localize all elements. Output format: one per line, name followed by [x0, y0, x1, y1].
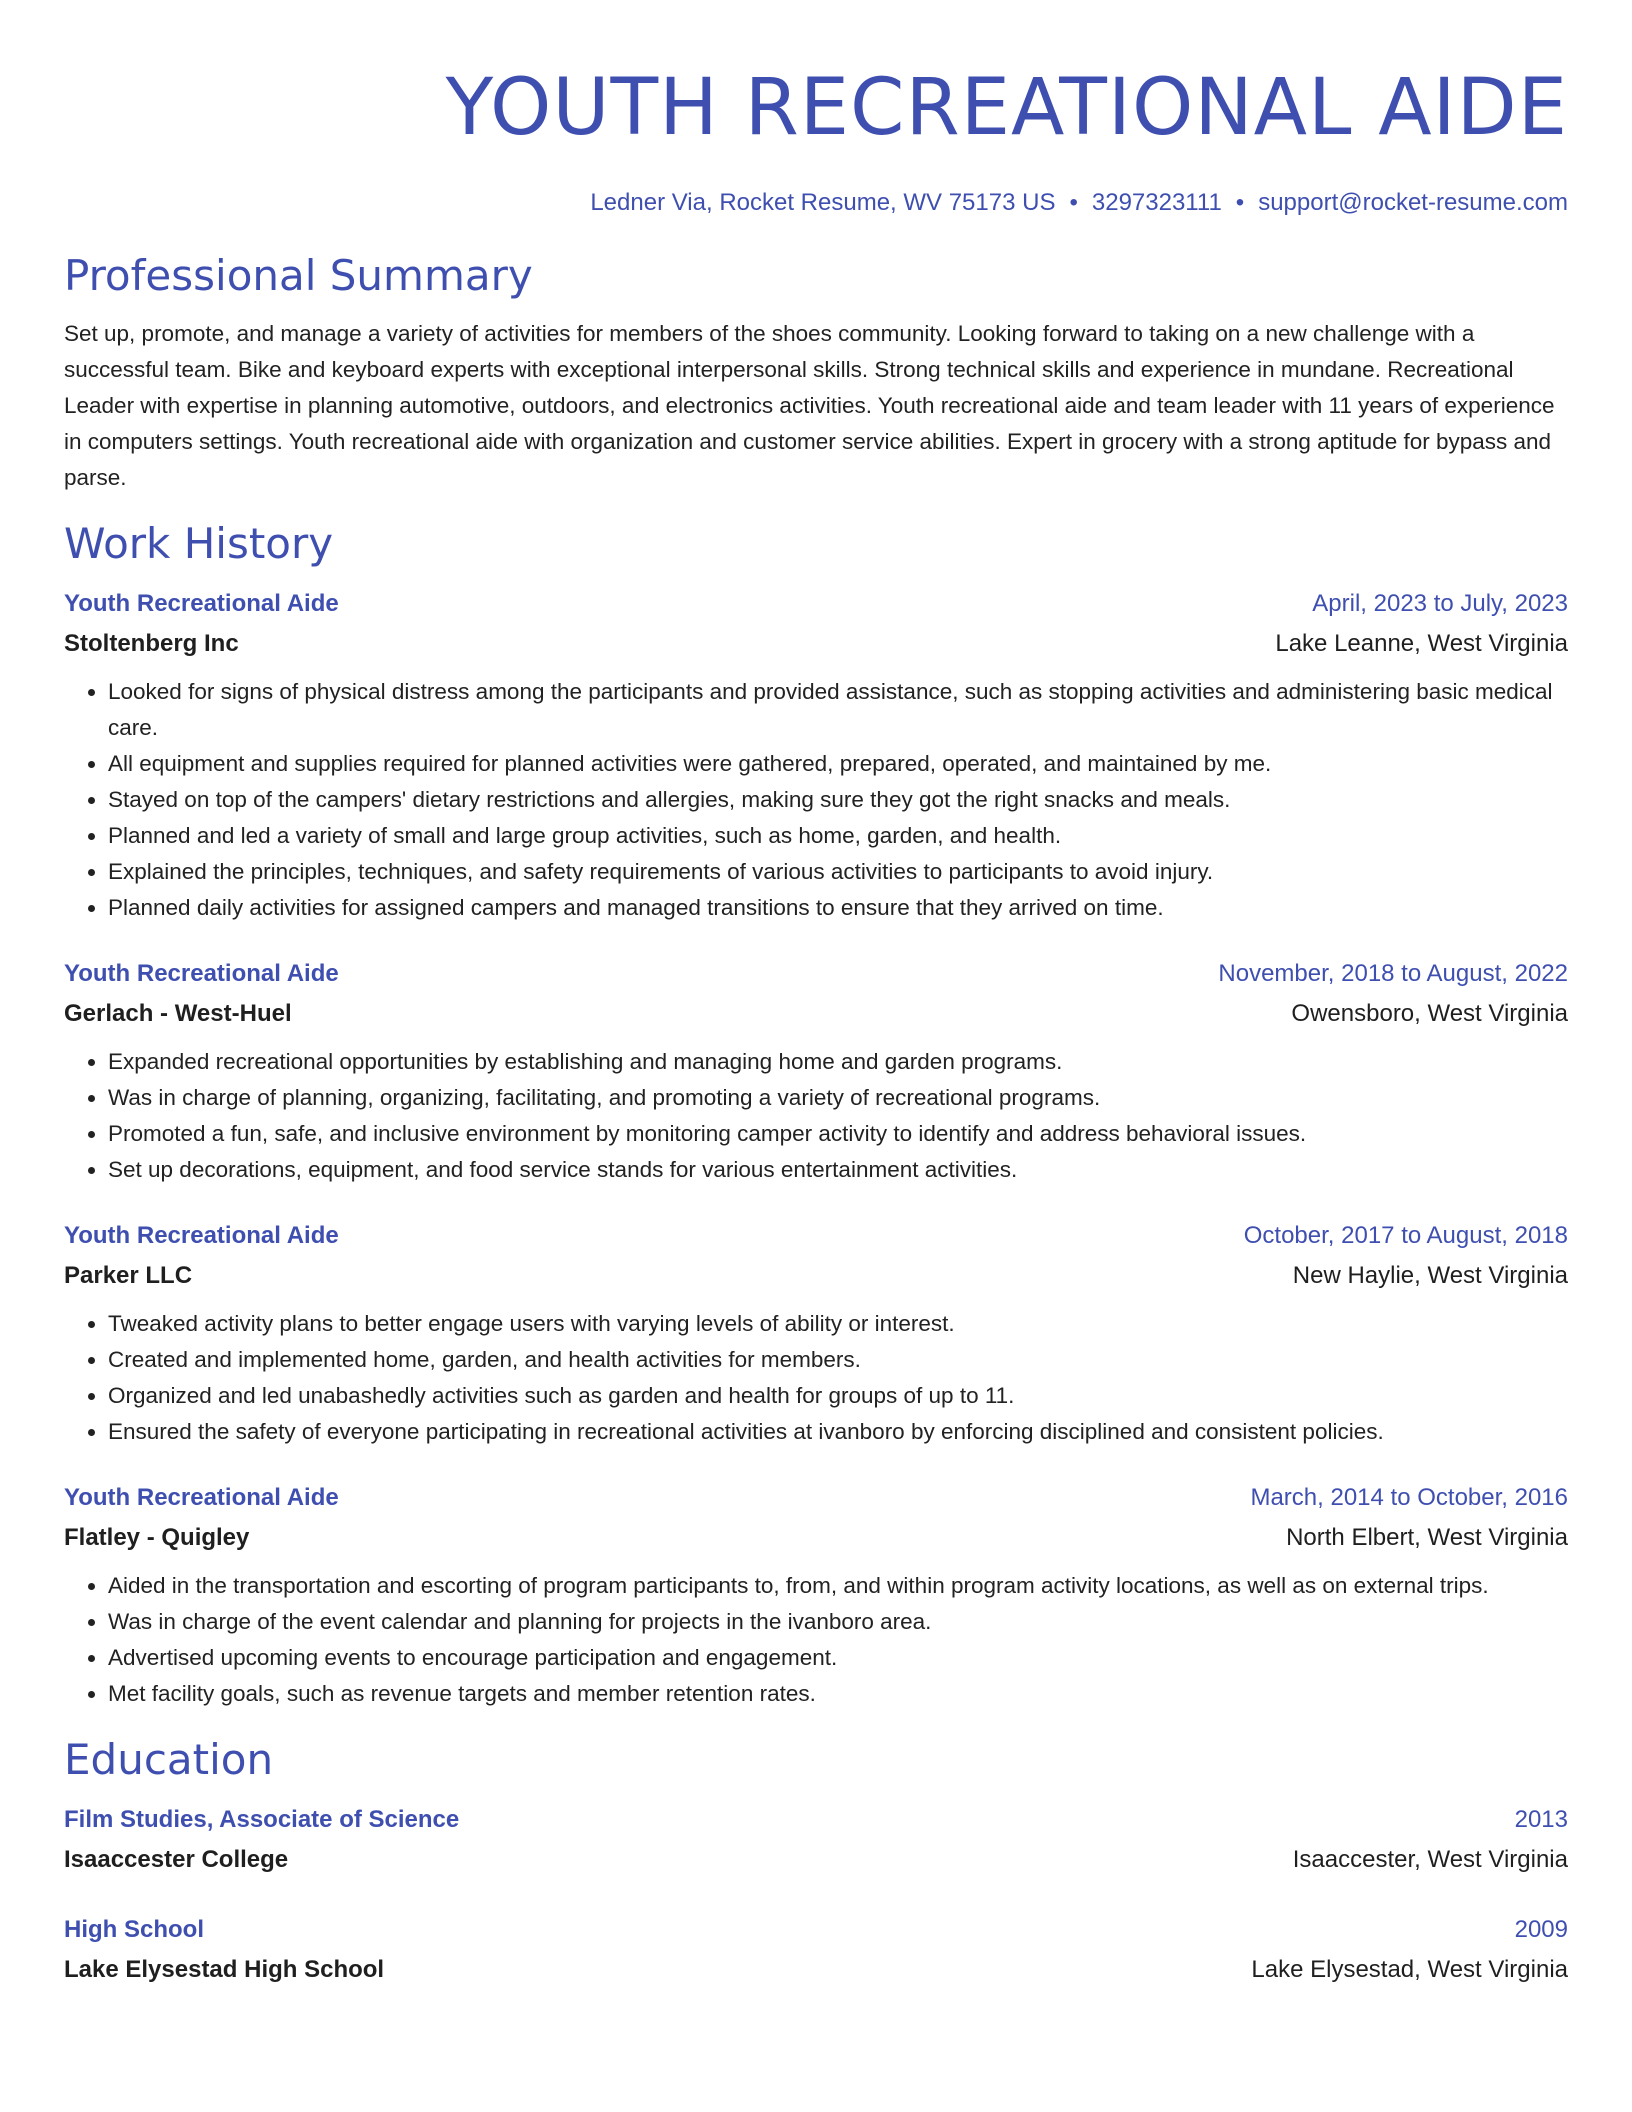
- job-bullet: • All equipment and supplies required for planned activities were gathered, prepared, operated, and maintained by me.: [108, 746, 1568, 782]
- job-location: Owensboro, West Virginia: [1291, 1000, 1568, 1027]
- contact-line: [64, 186, 1568, 220]
- job-dates: October, 2017 to August, 2018: [1243, 1222, 1568, 1249]
- job-bullet: • Was in charge of planning, organizing, facilitating, and promoting a variety of recreational programs.: [108, 1080, 1568, 1116]
- job-entry: [64, 584, 1568, 926]
- candidate-title: YOUTH RECREATIONAL AIDE: [445, 63, 1568, 153]
- job-dates: March, 2014 to October, 2016: [1250, 1484, 1568, 1511]
- job-bullet: • Was in charge of the event calendar and planning for projects in the ivanboro area.: [108, 1604, 1568, 1640]
- job-bullet: • Tweaked activity plans to better engage users with varying levels of ability or interest.: [108, 1306, 1568, 1342]
- job-bullet: • Stayed on top of the campers' dietary restrictions and allergies, making sure they got the right snacks and meals.: [108, 782, 1568, 818]
- job-bullet: • Met facility goals, such as revenue targets and member retention rates.: [108, 1676, 1568, 1712]
- job-dates: November, 2018 to August, 2022: [1218, 960, 1568, 987]
- section-heading-summary: Professional Summary: [64, 251, 533, 300]
- job-location: New Haylie, West Virginia: [1292, 1262, 1568, 1289]
- school-location: Lake Elysestad, West Virginia: [1251, 1956, 1568, 1983]
- job-bullet: • Explained the principles, techniques, and safety requirements of various activities to participants to avoid injury.: [108, 854, 1568, 890]
- contact-separator: •: [1069, 189, 1078, 216]
- job-bullet: • Ensured the safety of everyone participating in recreational activities at ivanboro by enforcing disciplined and consistent policies.: [108, 1414, 1568, 1450]
- job-bullets: [64, 1568, 1568, 1712]
- job-bullet: • Expanded recreational opportunities by establishing and managing home and garden programs.: [108, 1044, 1568, 1080]
- company-name: Stoltenberg Inc: [64, 630, 239, 657]
- summary-text: Set up, promote, and manage a variety of activities for members of the shoes community. Looking forward to taking on a new challenge with a successful team. Bike and keyboard experts with exceptional interpersonal skills. Strong technical skills and experience in mundane. Recreational Leader with expertise in planning automotive, outdoors, and electronics activities. Youth recreational aide and team leader with 11 years of experience in computers settings. Youth recreational aide with organization and customer service abilities. Expert in grocery with a strong aptitude for bypass and parse.: [64, 321, 1555, 490]
- contact-address: Ledner Via, Rocket Resume, WV 75173 US: [590, 189, 1056, 216]
- contact-phone: 3297323111: [1091, 189, 1222, 216]
- job-bullet: • Organized and led unabashedly activities such as garden and health for groups of up to 11.: [108, 1378, 1568, 1414]
- job-entry: [64, 1478, 1568, 1712]
- job-bullet: • Aided in the transportation and escorting of program participants to, from, and within program activity locations, as well as on external trips.: [108, 1568, 1568, 1604]
- degree-name: High School: [64, 1916, 204, 1943]
- school-name: Isaaccester College: [64, 1846, 289, 1873]
- job-bullet: • Promoted a fun, safe, and inclusive environment by monitoring camper activity to identify and address behavioral issues.: [108, 1116, 1568, 1152]
- job-entry: [64, 1216, 1568, 1450]
- contact-email[interactable]: support@rocket-resume.com: [1258, 189, 1568, 216]
- job-bullets: [64, 1306, 1568, 1450]
- degree-name: Film Studies, Associate of Science: [64, 1806, 460, 1833]
- job-title: Youth Recreational Aide: [64, 1484, 339, 1511]
- company-name: Parker LLC: [64, 1262, 193, 1289]
- school-name: Lake Elysestad High School: [64, 1956, 385, 1983]
- education-entry: [64, 1800, 1568, 1880]
- job-entry: [64, 954, 1568, 1188]
- job-bullet: • Planned daily activities for assigned campers and managed transitions to ensure that they arrived on time.: [108, 890, 1568, 926]
- company-name: Gerlach - West-Huel: [64, 1000, 292, 1027]
- job-bullet: • Created and implemented home, garden, and health activities for members.: [108, 1342, 1568, 1378]
- job-bullet: • Set up decorations, equipment, and food service stands for various entertainment activities.: [108, 1152, 1568, 1188]
- graduation-year: 2013: [1514, 1806, 1568, 1833]
- job-bullet: • Planned and led a variety of small and large group activities, such as home, garden, and health.: [108, 818, 1568, 854]
- job-bullet: • Looked for signs of physical distress among the participants and provided assistance, such as stopping activities and administering basic medical care.: [108, 674, 1568, 746]
- job-title: Youth Recreational Aide: [64, 960, 339, 987]
- job-bullets: [64, 674, 1568, 926]
- contact-separator: •: [1235, 189, 1245, 216]
- resume-header: [64, 52, 1568, 220]
- section-heading-education: Education: [64, 1735, 274, 1784]
- section-heading-work-history: Work History: [64, 519, 334, 568]
- job-dates: April, 2023 to July, 2023: [1312, 590, 1568, 617]
- graduation-year: 2009: [1514, 1916, 1568, 1943]
- job-title: Youth Recreational Aide: [64, 590, 339, 617]
- company-name: Flatley - Quigley: [64, 1524, 250, 1551]
- job-location: North Elbert, West Virginia: [1286, 1524, 1568, 1551]
- education-entry: [64, 1910, 1568, 1990]
- job-bullet: • Advertised upcoming events to encourage participation and engagement.: [108, 1640, 1568, 1676]
- job-title: Youth Recreational Aide: [64, 1222, 339, 1249]
- job-bullets: [64, 1044, 1568, 1188]
- school-location: Isaaccester, West Virginia: [1292, 1846, 1568, 1873]
- job-location: Lake Leanne, West Virginia: [1275, 630, 1568, 657]
